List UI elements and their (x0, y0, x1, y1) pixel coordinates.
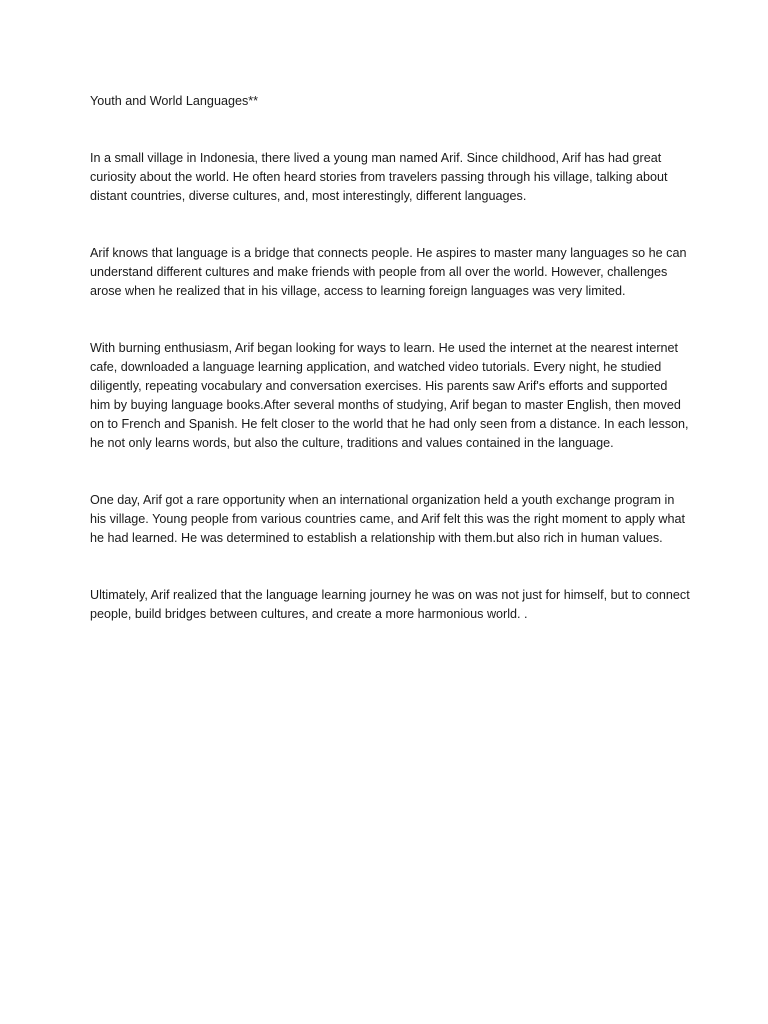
paragraph-2: Arif knows that language is a bridge that connects people. He aspires to master many languages so he can understand different cultures and make friends with people from all over the world. However, challenges arose when he realized that in his village, access to learning foreign languages was very limited. (90, 246, 687, 298)
document-title: Youth and World Languages** (90, 94, 259, 108)
paragraph-1: In a small village in Indonesia, there lived a young man named Arif. Since childhood, Arif has had great curiosity about the world. He often heard stories from travelers passing through his village, talking about distant countries, diverse cultures, and, most interestingly, different languages. (90, 151, 668, 203)
document-body (90, 92, 690, 662)
paragraph-5: Ultimately, Arif realized that the language learning journey he was on was not just for himself, but to connect people, build bridges between cultures, and create a more harmonious world. . (90, 588, 690, 621)
paragraph-3: With burning enthusiasm, Arif began looking for ways to learn. He used the internet at the nearest internet cafe, downloaded a language learning application, and watched video tutorials. Every night, he studied diligently, repeating vocabulary and conversation exercises. His parents saw Arif's efforts and supported him by buying language books.After several months of studying, Arif began to master English, then moved on to French and Spanish. He felt closer to the world that he had only seen from a distance. In each lesson, he not only learns words, but also the culture, traditions and values contained in the language. (90, 341, 689, 450)
paragraph-4: One day, Arif got a rare opportunity when an international organization held a youth exchange program in his village. Young people from various countries came, and Arif felt this was the right moment to apply what he had learned. He was determined to establish a relationship with them.but also rich in human values. (90, 493, 686, 545)
